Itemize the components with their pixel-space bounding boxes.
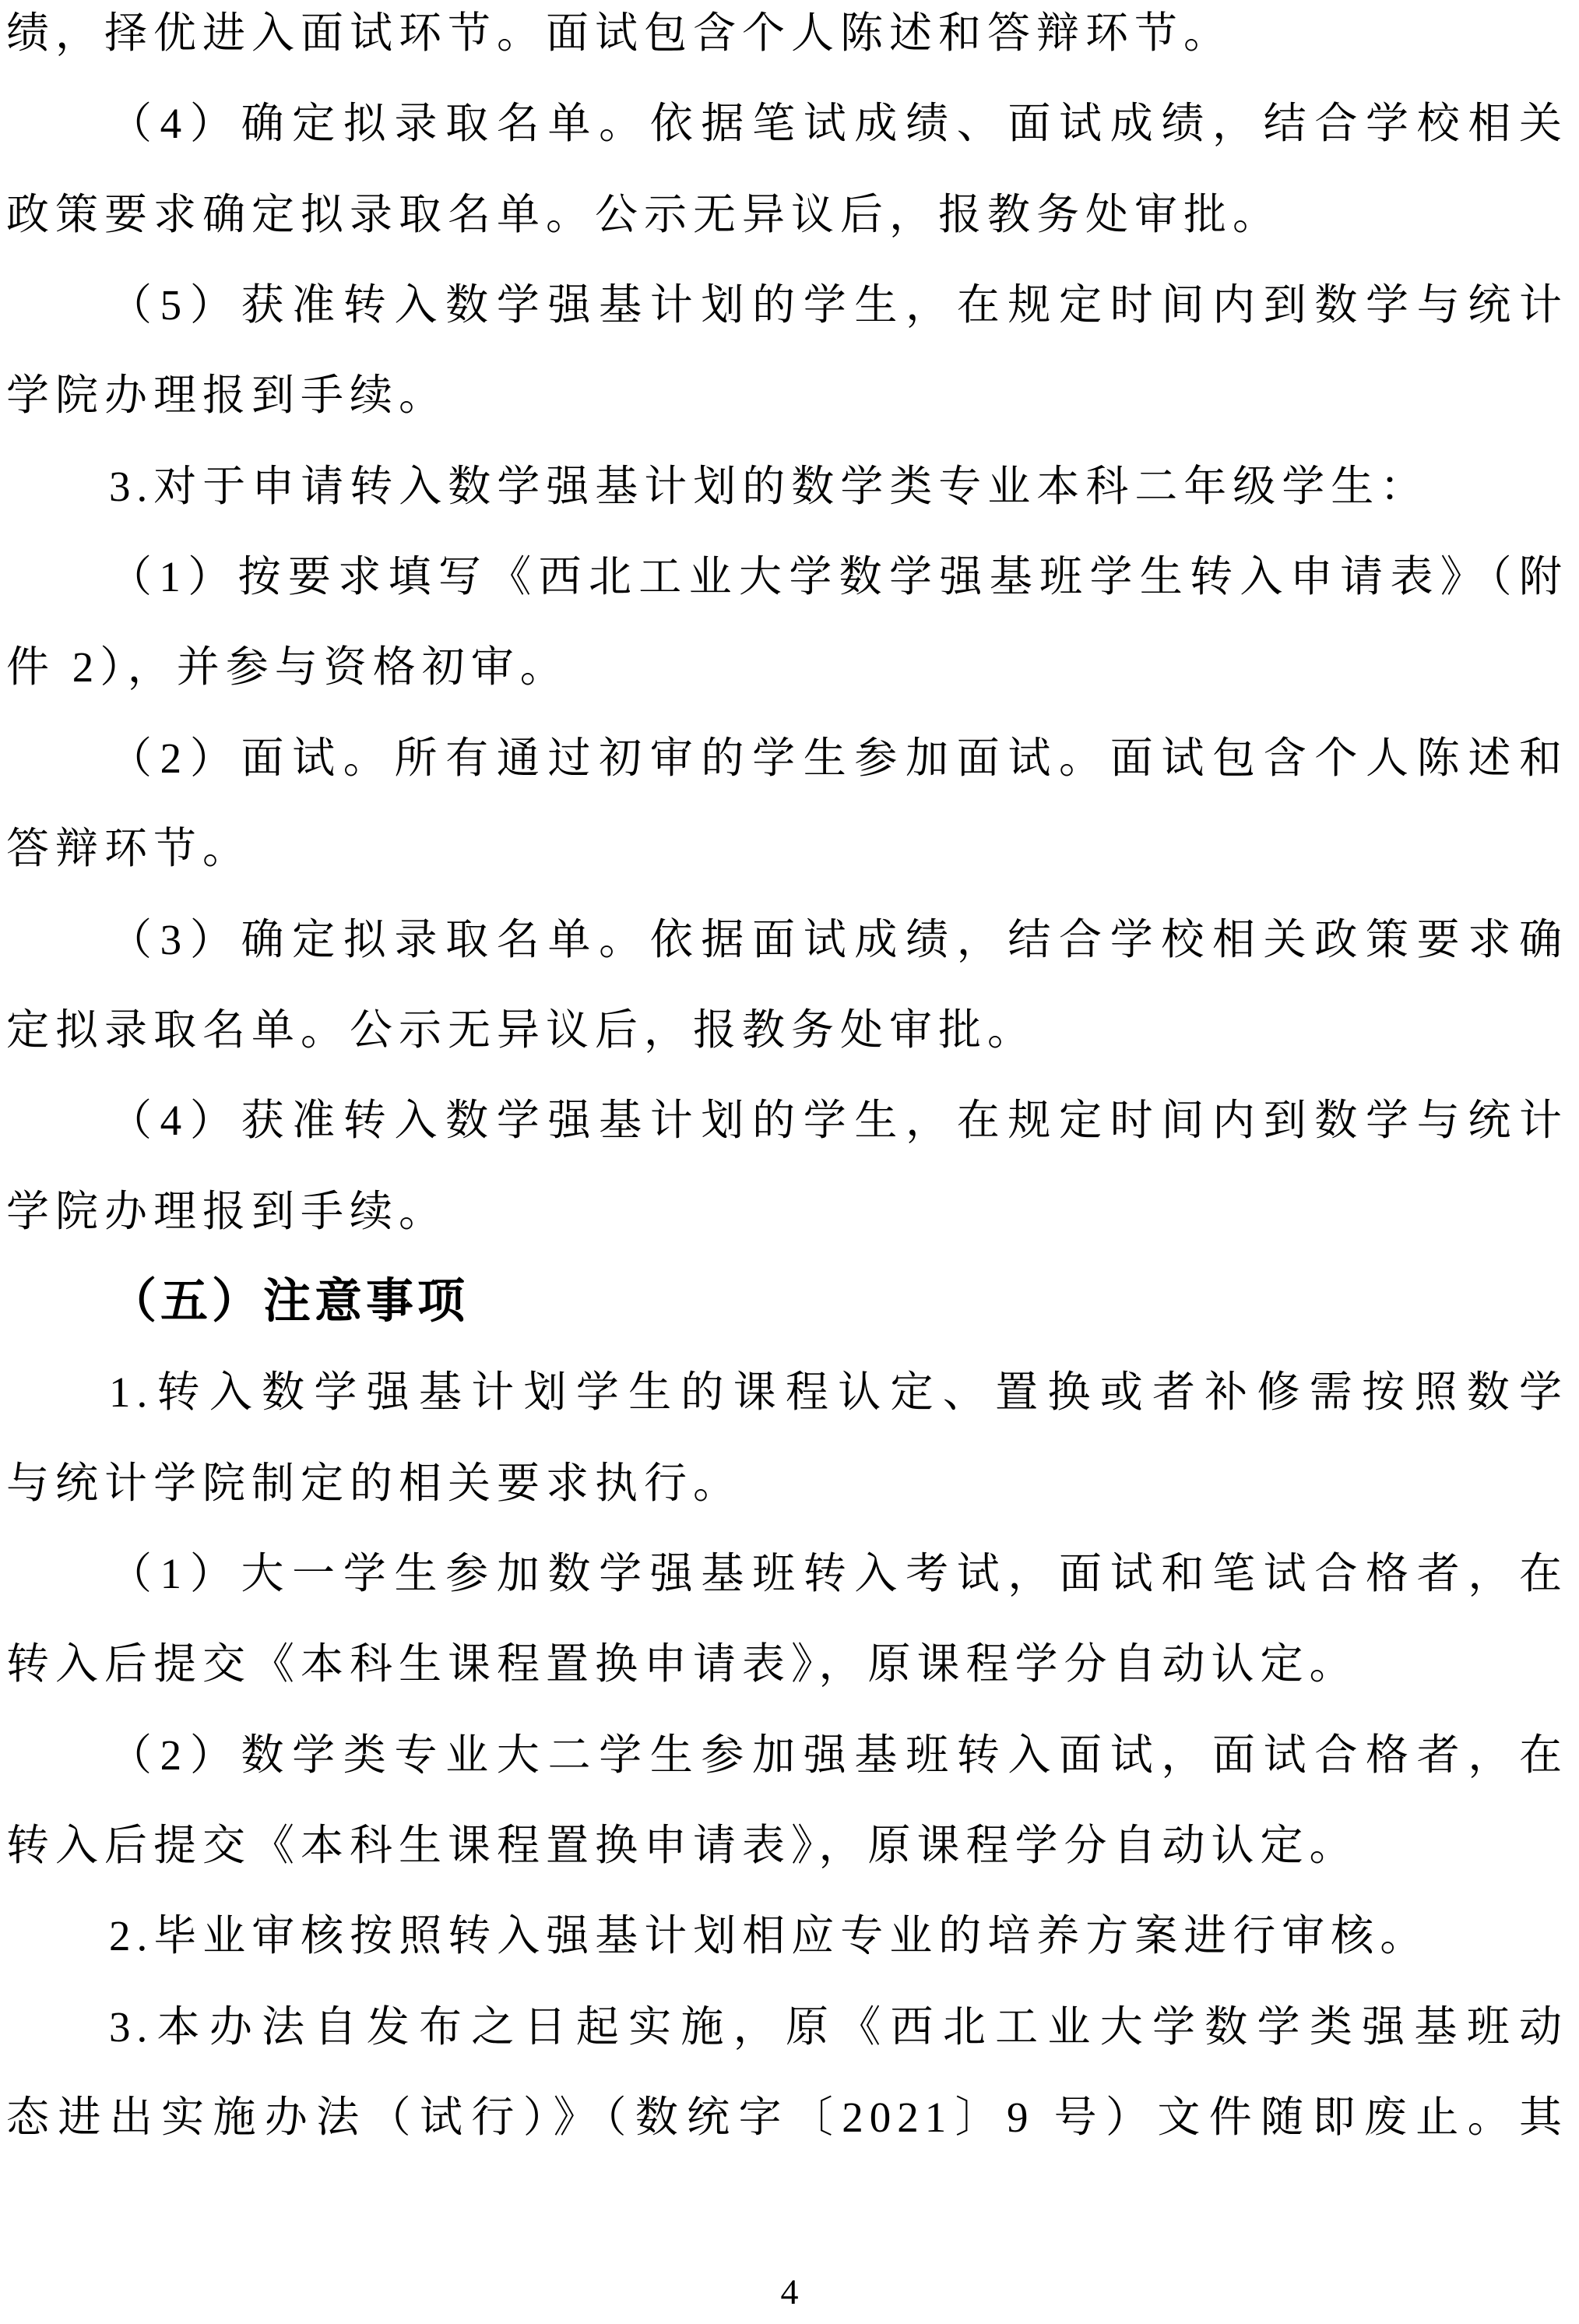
text-line: （2）数学类专业大二学生参加强基班转入面试，面试合格者，在 [109, 1731, 1568, 1779]
text-line: （4）获准转入数学强基计划的学生，在规定时间内到数学与统计 [109, 1097, 1568, 1145]
text-line: 学院办理报到手续。 [6, 371, 448, 420]
text-line: 态进出实施办法（试行）》（数统字〔2021〕9 号）文件随即废止。其 [6, 2093, 1568, 2142]
text-line: 3.对于申请转入数学强基计划的数学类专业本科二年级学生： [109, 462, 1430, 510]
text-line: 转入后提交《本科生课程置换申请表》，原课程学分自动认定。 [6, 1640, 1359, 1688]
text-line: 件 2），并参与资格初审。 [6, 643, 569, 692]
page-number: 4 [780, 2272, 799, 2312]
text-line: 1.转入数学强基计划学生的课程认定、置换或者补修需按照数学 [109, 1368, 1568, 1417]
text-line: 转入后提交《本科生课程置换申请表》，原课程学分自动认定。 [6, 1822, 1359, 1869]
text-line: （1）按要求填写《西北工业大学数学强基班学生转入申请表》（附 [109, 553, 1568, 601]
section-heading: （五）注意事项 [109, 1273, 469, 1327]
text-line: 学院办理报到手续。 [6, 1187, 448, 1235]
text-line: 2.毕业审核按照转入强基计划相应专业的培养方案进行审核。 [109, 1912, 1430, 1960]
text-line: 与统计学院制定的相关要求执行。 [6, 1459, 743, 1507]
text-line: （4）确定拟录取名单。依据笔试成绩、面试成绩，结合学校相关 [109, 100, 1568, 148]
text-line: （3）确定拟录取名单。依据面试成绩，结合学校相关政策要求确 [109, 915, 1568, 963]
text-line: （2）面试。所有通过初审的学生参加面试。面试包含个人陈述和 [109, 734, 1568, 782]
text-line: 绩，择优进入面试环节。面试包含个人陈述和答辩环节。 [6, 9, 1233, 57]
text-line: 3.本办法自发布之日起实施，原《西北工业大学数学类强基班动 [109, 2002, 1568, 2051]
text-line: 定拟录取名单。公示无异议后，报教务处审批。 [6, 1005, 1037, 1054]
text-line: 政策要求确定拟录取名单。公示无异议后，报教务处审批。 [6, 190, 1282, 238]
text-line: 答辩环节。 [6, 825, 252, 873]
text-line: （1）大一学生参加数学强基班转入考试，面试和笔试合格者，在 [109, 1549, 1568, 1597]
text-line: （5）获准转入数学强基计划的学生，在规定时间内到数学与统计 [109, 281, 1568, 329]
